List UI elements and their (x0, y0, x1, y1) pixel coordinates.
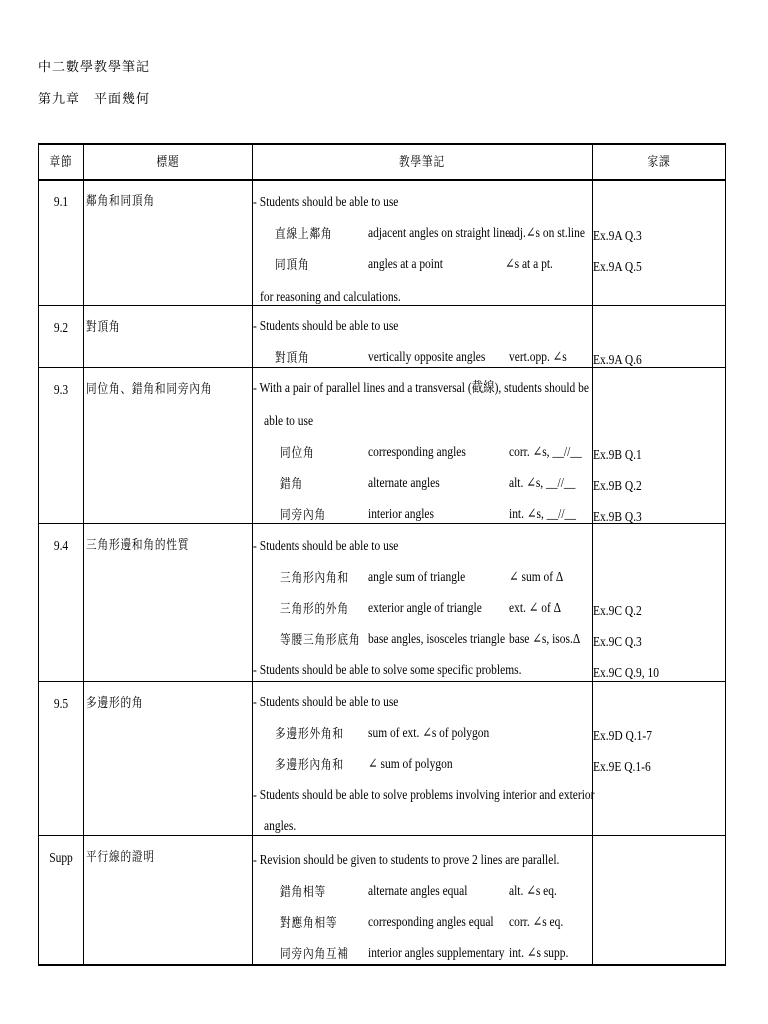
homework-item: Ex.9D Q.1-7 (593, 729, 652, 744)
note-text: - Students should be able to use (253, 695, 399, 710)
term-abbreviation: corr. ∠s eq. (509, 915, 564, 930)
homework-item: Ex.9A Q.6 (593, 353, 642, 368)
header-divider (39, 179, 725, 181)
homework-item: Ex.9B Q.2 (593, 479, 642, 494)
homework-item: Ex.9B Q.3 (593, 510, 642, 525)
term-abbreviation: ext. ∠ of Δ (509, 601, 562, 616)
term-abbreviation: base ∠s, isos.Δ (509, 632, 581, 647)
term-abbreviation: alt. ∠s, __//__ (509, 476, 576, 491)
term-english: ∠ sum of polygon (368, 757, 453, 772)
section-title: 平行線的證明 (86, 849, 155, 864)
homework-item: Ex.9A Q.3 (593, 229, 642, 244)
term-english: sum of ext. ∠s of polygon (368, 726, 490, 741)
note-text: - Students should be able to use (253, 319, 399, 334)
note-text: - Students should be able to use (253, 539, 399, 554)
note-text: - Students should be able to solve problems involving interior and exterior (253, 788, 595, 803)
term-abbreviation: adj.∠s on st.line (509, 226, 585, 241)
term-chinese: 同頂角 (275, 257, 310, 272)
row-divider (39, 835, 725, 836)
term-english: base angles, isosceles triangle (368, 632, 506, 647)
term-chinese: 對頂角 (275, 350, 310, 365)
term-english: angle sum of triangle (368, 570, 466, 585)
section-number: 9.2 (53, 321, 69, 336)
term-chinese: 錯角相等 (280, 884, 326, 899)
term-abbreviation: int. ∠s supp. (509, 946, 569, 961)
term-chinese: 三角形的外角 (280, 601, 349, 616)
term-chinese: 錯角 (280, 476, 303, 491)
note-text: - Students should be able to solve some specific problems. (253, 663, 522, 678)
column-header-title: 標題 (156, 154, 179, 169)
note-text: - Revision should be given to students to prove 2 lines are parallel. (253, 853, 560, 868)
term-english: adjacent angles on straight line (368, 226, 511, 241)
note-text: - Students should be able to use (253, 195, 399, 210)
term-abbreviation: corr. ∠s, __//__ (509, 445, 582, 460)
column-header-section: 章節 (49, 154, 73, 169)
section-title: 同位角、錯角和同旁內角 (86, 381, 213, 396)
section-number: 9.3 (53, 383, 69, 398)
term-english: exterior angle of triangle (368, 601, 482, 616)
doc-title: 中二數學教學筆記 (38, 59, 151, 74)
term-english: alternate angles (368, 476, 440, 491)
term-abbreviation: ∠s at a pt. (505, 257, 553, 272)
term-chinese: 同位角 (280, 445, 315, 460)
homework-item: Ex.9C Q.3 (593, 635, 642, 650)
chapter-title: 第九章 平面幾何 (38, 91, 151, 106)
term-abbreviation: vert.opp. ∠s (509, 350, 567, 365)
note-text: angles. (264, 819, 297, 834)
term-chinese: 對應角相等 (280, 915, 338, 930)
section-title: 多邊形的角 (86, 695, 144, 710)
note-text: able to use (264, 414, 314, 429)
term-chinese: 同旁內角互補 (280, 946, 349, 961)
term-abbreviation: ∠ sum of Δ (509, 570, 564, 585)
term-english: interior angles supplementary (368, 946, 505, 961)
term-english: angles at a point (368, 257, 443, 272)
term-english: corresponding angles equal (368, 915, 494, 930)
term-chinese: 直線上鄰角 (275, 226, 333, 241)
column-divider (83, 145, 84, 964)
section-number: 9.5 (53, 697, 69, 712)
term-english: vertically opposite angles (368, 350, 486, 365)
section-title: 三角形邊和角的性質 (86, 537, 190, 552)
section-number: 9.4 (53, 539, 69, 554)
section-title: 對頂角 (86, 319, 121, 334)
term-chinese: 同旁內角 (280, 507, 326, 522)
homework-item: Ex.9E Q.1-6 (593, 760, 651, 775)
homework-item: Ex.9C Q.2 (593, 604, 642, 619)
notes-table (38, 143, 726, 966)
note-text: for reasoning and calculations. (260, 290, 401, 305)
homework-item: Ex.9A Q.5 (593, 260, 642, 275)
term-english: alternate angles equal (368, 884, 468, 899)
column-header-homework: 家課 (647, 154, 670, 169)
term-chinese: 多邊形內角和 (275, 757, 344, 772)
term-english: interior angles (368, 507, 434, 522)
homework-item: Ex.9C Q.9, 10 (593, 666, 660, 681)
term-chinese: 多邊形外角和 (275, 726, 344, 741)
section-number: Supp (49, 851, 73, 866)
term-abbreviation: int. ∠s, __//__ (509, 507, 577, 522)
homework-item: Ex.9B Q.1 (593, 448, 642, 463)
section-number: 9.1 (53, 195, 69, 210)
column-header-notes: 教學筆記 (399, 154, 445, 169)
term-abbreviation: alt. ∠s eq. (509, 884, 557, 899)
section-title: 鄰角和同頂角 (86, 193, 155, 208)
term-chinese: 三角形內角和 (280, 570, 349, 585)
note-text: - With a pair of parallel lines and a transversal (截線), students should be (253, 381, 589, 396)
term-chinese: 等腰三角形底角 (280, 632, 361, 647)
term-english: corresponding angles (368, 445, 466, 460)
